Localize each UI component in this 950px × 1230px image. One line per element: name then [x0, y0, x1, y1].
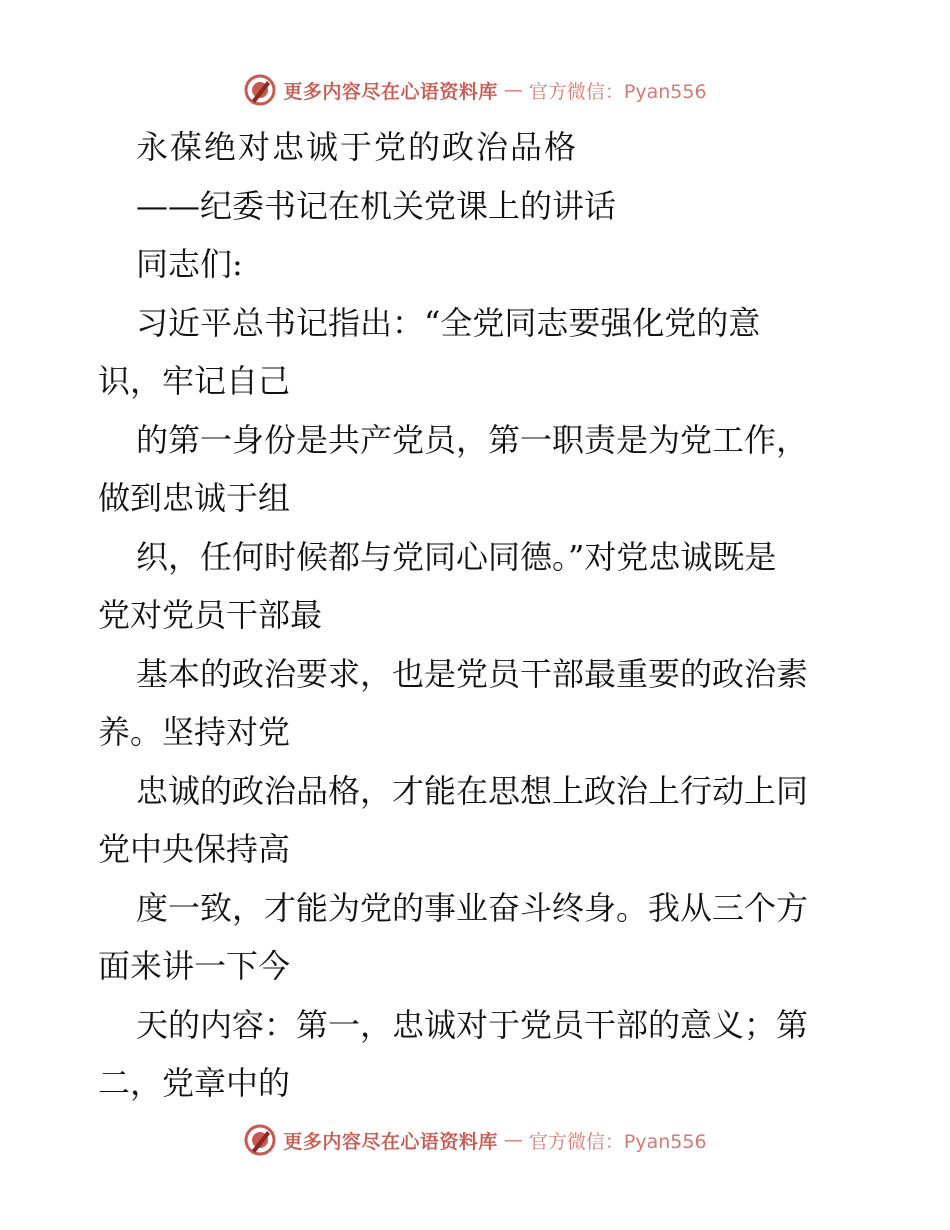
banner-wechat-text: 官方微信：Pyan556	[528, 80, 707, 103]
pen-logo-icon	[243, 73, 277, 107]
text-line: 的第一身份是共产党员，第一职责是为党工作，	[136, 420, 809, 459]
document-title: 永葆绝对忠诚于党的政治品格	[136, 128, 579, 166]
paragraph-lines	[98, 294, 858, 1113]
text-line: 二，党章中的	[98, 1064, 291, 1102]
text-line: 天的内容：第一，忠诚对于党员干部的意义；第	[136, 1005, 809, 1044]
text-line: 基本的政治要求，也是党员干部最重要的政治素	[136, 654, 809, 693]
text-line: 识，牢记自己	[98, 362, 291, 400]
document-body	[98, 118, 858, 1113]
pen-logo-icon	[243, 1123, 277, 1157]
text-line: 养。坚持对党	[98, 713, 291, 751]
header-banner	[0, 70, 950, 110]
banner-main-text: 更多内容尽在心语资料库	[283, 1130, 498, 1153]
text-line: 织，任何时候都与党同心同德。”对党忠诚既是	[136, 537, 777, 576]
text-line: 忠诚的政治品格，才能在思想上政治上行动上同	[136, 771, 809, 810]
footer-banner	[0, 1120, 950, 1160]
text-line: 党中央保持高	[98, 830, 291, 868]
banner-wechat-text: 官方微信：Pyan556	[528, 1130, 707, 1153]
banner-dash: —	[503, 1129, 523, 1151]
banner-main-text: 更多内容尽在心语资料库	[283, 80, 498, 103]
text-line: 习近平总书记指出：“全党同志要强化党的意	[136, 303, 761, 342]
banner-dash: —	[503, 79, 523, 101]
text-line: 面来讲一下今	[98, 947, 291, 985]
text-line: 党对党员干部最	[98, 596, 323, 634]
greeting: 同志们:	[136, 245, 243, 283]
document-subtitle: ——纪委书记在机关党课上的讲话	[136, 186, 617, 225]
text-line: 度一致，才能为党的事业奋斗终身。我从三个方	[136, 888, 809, 927]
text-line: 做到忠诚于组	[98, 479, 291, 517]
